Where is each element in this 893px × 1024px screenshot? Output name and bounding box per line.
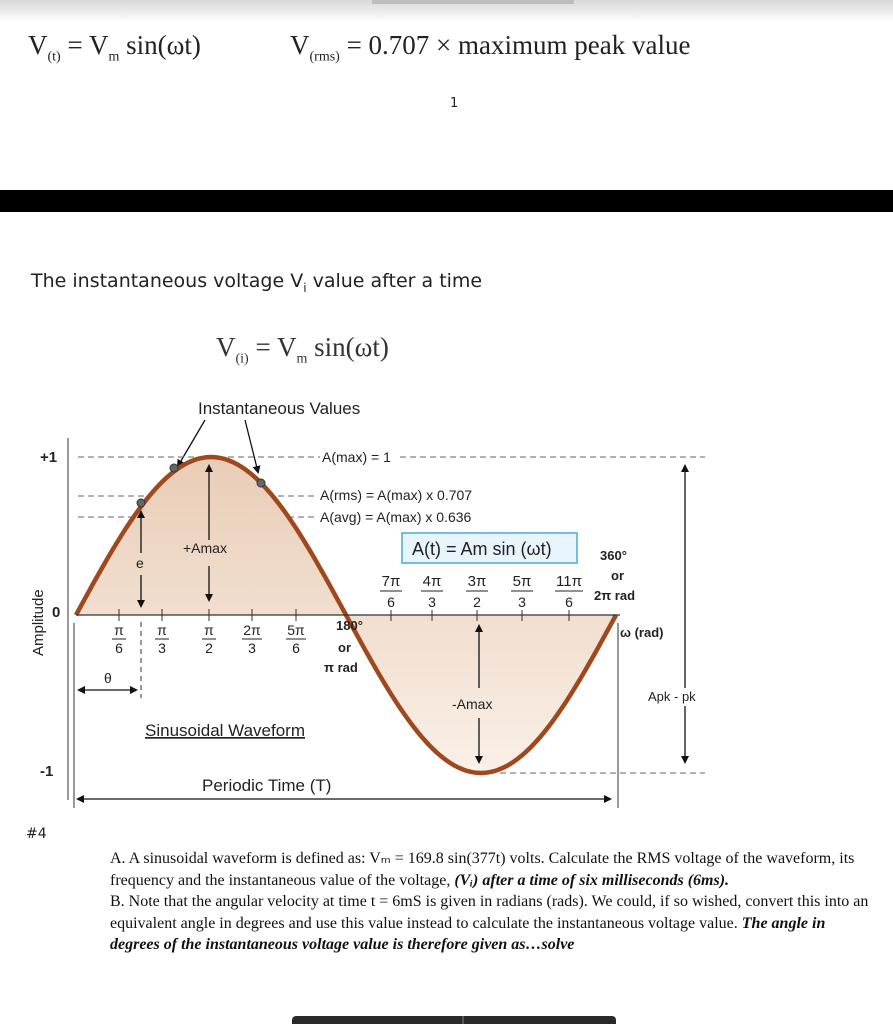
- svg-text:π: π: [157, 622, 167, 638]
- diagram-title: Instantaneous Values: [198, 399, 361, 418]
- svg-text:11π: 11π: [556, 573, 582, 590]
- tick-7pi-6: [380, 573, 402, 621]
- tick-pi-2: [202, 609, 216, 656]
- y-tick-zero: 0: [52, 604, 61, 621]
- y-tick-minus1: -1: [40, 763, 54, 780]
- svg-text:3: 3: [158, 640, 166, 656]
- svg-text:3: 3: [518, 594, 526, 610]
- half-cycle-or: or: [338, 640, 351, 655]
- omega-axis-label: ω (rad): [620, 625, 664, 640]
- arms-label: A(rms) = A(max) x 0.707: [320, 487, 473, 503]
- formula-rms: $V_{(rms)} = 0.707$ × maximum peak value: [290, 30, 691, 65]
- question-text: [110, 848, 870, 956]
- apk-pk-label: Apk - pk: [648, 689, 696, 704]
- svg-text:6: 6: [387, 594, 395, 610]
- half-cycle-degrees: 180°: [336, 618, 363, 633]
- formula-vi: $V_{(i)} = V_m$ sin(ωt): [216, 332, 389, 367]
- svg-text:3π: 3π: [467, 573, 487, 590]
- period-label: Periodic Time (T): [202, 776, 332, 795]
- intro-text: The instantaneous voltage $V_i$ value after a time: [31, 270, 483, 295]
- svg-text:6: 6: [292, 640, 300, 656]
- waveform-label: Sinusoidal Waveform: [145, 721, 305, 740]
- full-cycle-or: or: [611, 568, 624, 583]
- point-on-curve-2: [170, 464, 178, 472]
- formula-instantaneous: $V_{(t)} = V_m$ sin(ωt): [28, 30, 201, 65]
- svg-text:6: 6: [565, 594, 573, 610]
- svg-text:6: 6: [115, 640, 123, 656]
- aavg-label: A(avg) = A(max) x 0.636: [320, 509, 472, 525]
- tick-4pi-3: [421, 573, 443, 621]
- svg-text:7π: 7π: [381, 573, 401, 590]
- top-notch: [372, 0, 574, 4]
- y-tick-plus1: +1: [40, 449, 58, 466]
- point-on-curve-3: [257, 479, 265, 487]
- sinusoidal-diagram: [0, 390, 893, 820]
- plus-amax-label: +Amax: [183, 540, 227, 556]
- point-on-curve-1: [137, 499, 145, 507]
- svg-text:5π: 5π: [287, 622, 305, 638]
- svg-text:4π: 4π: [422, 573, 442, 590]
- formula-box-text: A(t) = Am sin (ωt): [412, 539, 552, 559]
- second-half-ticks: [380, 573, 583, 621]
- svg-text:3: 3: [428, 594, 436, 610]
- question-number: #4: [26, 826, 47, 842]
- full-cycle-degrees: 360°: [600, 548, 627, 563]
- svg-text:π: π: [114, 622, 124, 638]
- svg-text:π: π: [204, 622, 214, 638]
- question-part-a: A. A sinusoidal waveform is defined as: Vₘ = 169.8 sin(377t) volts. Calculate the RMS voltage of the waveform, its frequency and the instantaneous value of the voltage, (Vᵢ) after a time of six milliseconds (6ms).: [110, 850, 855, 889]
- tick-pi-6: [112, 609, 126, 656]
- tick-2pi-3: [242, 609, 262, 656]
- y-axis-label: Amplitude: [30, 589, 47, 656]
- tick-11pi-6: [555, 573, 583, 621]
- tick-5pi-3: [511, 573, 533, 621]
- page-separator: [0, 190, 893, 212]
- theta-label: θ: [104, 670, 112, 686]
- tick-5pi-6: [286, 609, 306, 656]
- svg-text:2: 2: [473, 594, 481, 610]
- tick-3pi-2: [466, 573, 488, 621]
- svg-text:2π: 2π: [243, 622, 261, 638]
- amax-label: A(max) = 1: [322, 449, 391, 465]
- full-cycle-rad: 2π rad: [594, 588, 636, 603]
- arrow-instant-2: [245, 420, 258, 472]
- half-cycle-rad: π rad: [324, 660, 358, 675]
- page-number: 1: [450, 96, 459, 111]
- svg-text:3: 3: [248, 640, 256, 656]
- svg-text:2: 2: [205, 640, 213, 656]
- svg-text:5π: 5π: [512, 573, 532, 590]
- tick-pi-3: [155, 609, 169, 656]
- minus-amax-label: -Amax: [452, 696, 493, 712]
- bottom-toolbar[interactable]: [292, 1016, 616, 1024]
- e-label: e: [136, 555, 144, 571]
- question-part-b: B. Note that the angular velocity at time t = 6mS is given in radians (rads). We could, if so wished, convert this into an equivalent angle in degrees and use this value instead to calculate the instantaneous voltage value. The angle in degrees of the instantaneous voltage value is therefore given as…solve: [110, 893, 869, 953]
